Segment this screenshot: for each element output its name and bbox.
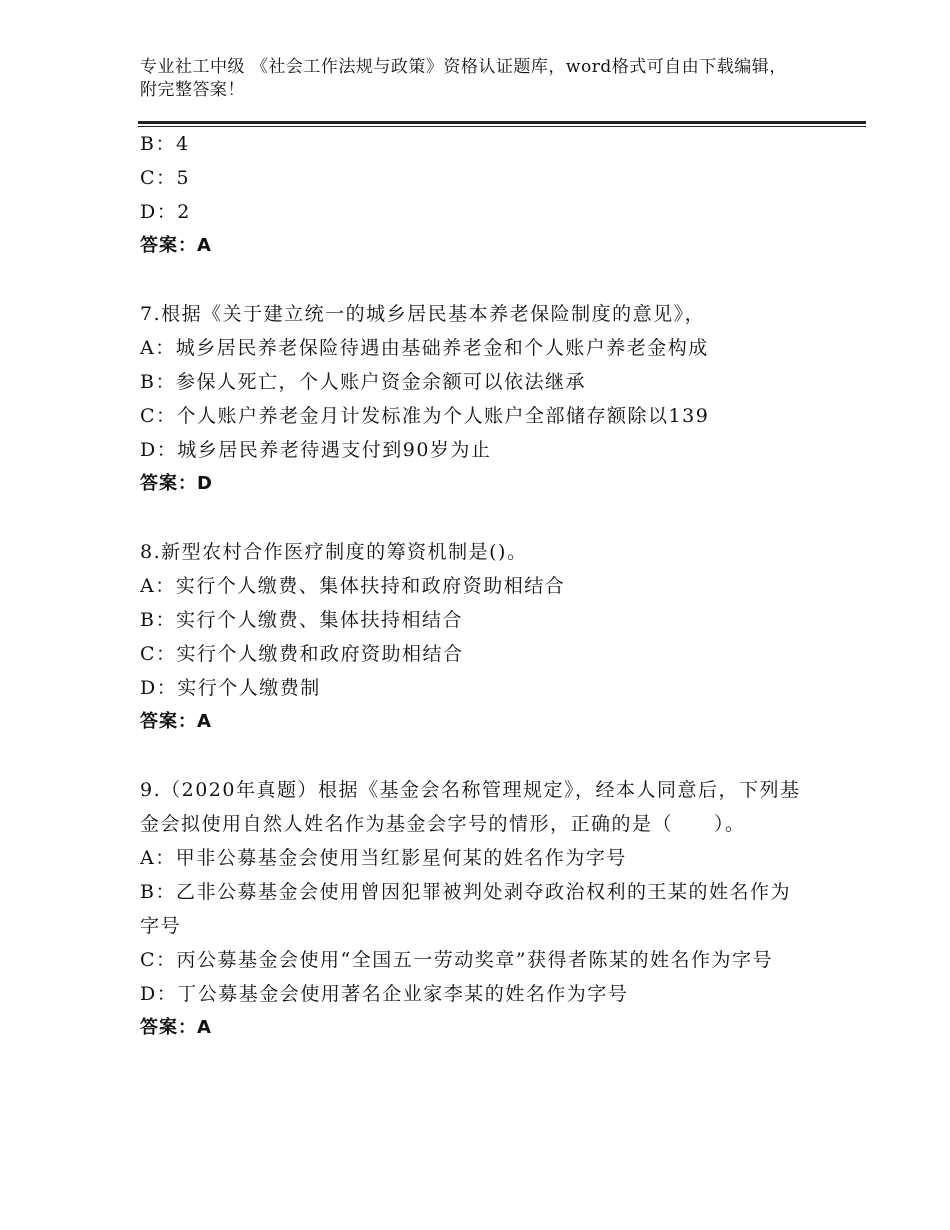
- answer-line: [140, 1011, 810, 1045]
- answer-label: 答案：: [140, 1017, 197, 1038]
- option-a: A：实行个人缴费、集体扶持和政府资助相结合: [140, 575, 566, 597]
- question-stem: 7.根据《关于建立统一的城乡居民基本养老保险制度的意见》，: [140, 303, 706, 325]
- option-c: C：个人账户养老金月计发标准为个人账户全部储存额除以139: [140, 405, 710, 427]
- answer-label: 答案：: [140, 473, 197, 494]
- header-rule-thick: [138, 121, 866, 124]
- spacer: [140, 739, 810, 773]
- question-stem: 8.新型农村合作医疗制度的筹资机制是()。: [140, 541, 528, 563]
- option-b: B：乙非公募基金会使用曾因犯罪被判处剥夺政治权利的王某的姓名作为字号: [140, 881, 791, 937]
- answer-value: A: [197, 711, 212, 732]
- option-a: A：甲非公募基金会使用当红影星何某的姓名作为字号: [140, 847, 627, 869]
- option-d: D：实行个人缴费制: [140, 677, 321, 699]
- option-b: B：参保人死亡，个人账户资金余额可以依法继承: [140, 371, 586, 393]
- answer-value: A: [197, 235, 212, 256]
- question-block-9: [140, 773, 810, 1045]
- option-d: D：丁公募基金会使用著名企业家李某的姓名作为字号: [140, 983, 629, 1005]
- option-b: B：实行个人缴费、集体扶持相结合: [140, 609, 463, 631]
- answer-value: A: [197, 1017, 212, 1038]
- question-stem: 9.（2020年真题）根据《基金会名称管理规定》，经本人同意后，下列基金会拟使用自然人姓名作为基金会字号的情形，正确的是（ ）。: [140, 779, 801, 835]
- answer-label: 答案：: [140, 711, 197, 732]
- option-b: B：4: [140, 133, 190, 155]
- option-c: C：丙公募基金会使用“全国五一劳动奖章”获得者陈某的姓名作为字号: [140, 949, 773, 971]
- answer-value: D: [197, 473, 213, 494]
- document-header: 专业社工中级 《社会工作法规与政策》资格认证题库，word格式可自由下载编辑，附完整答案！: [140, 57, 787, 100]
- spacer: [140, 263, 810, 297]
- option-c: C：实行个人缴费和政府资助相结合: [140, 643, 464, 665]
- answer-line: [140, 467, 810, 501]
- option-d: D：2: [140, 201, 191, 223]
- option-d: D：城乡居民养老待遇支付到90岁为止: [140, 439, 492, 461]
- document-body: [140, 127, 810, 1045]
- spacer: [140, 501, 810, 535]
- answer-line: [140, 229, 810, 263]
- answer-line: [140, 705, 810, 739]
- question-block-prev: [140, 127, 810, 263]
- question-block-8: [140, 535, 810, 739]
- option-a: A：城乡居民养老保险待遇由基础养老金和个人账户养老金构成: [140, 337, 709, 359]
- option-c: C：5: [140, 167, 191, 189]
- answer-label: 答案：: [140, 235, 197, 256]
- question-block-7: [140, 297, 810, 501]
